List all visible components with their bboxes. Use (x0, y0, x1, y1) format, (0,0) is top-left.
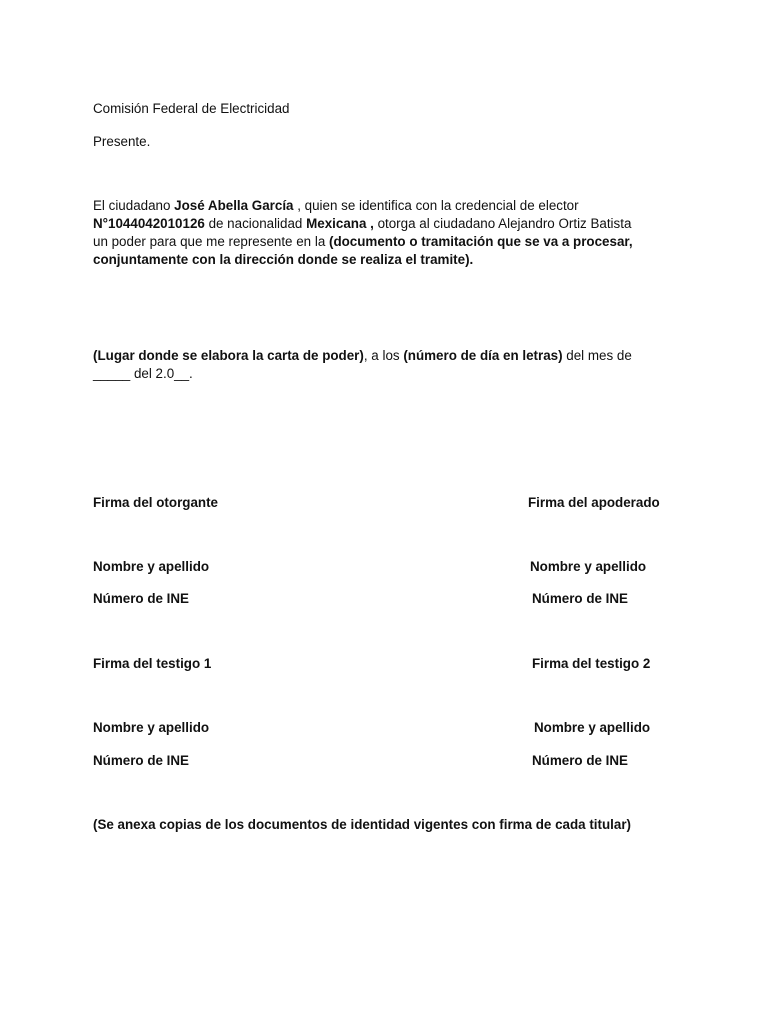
place-date-paragraph (93, 347, 673, 383)
witness1-signature-label: Firma del testigo 1 (93, 656, 212, 671)
credential-number: N°1044042010126 (93, 216, 205, 231)
day-placeholder: (número de día en letras) (403, 348, 563, 363)
greeting: Presente. (93, 134, 151, 149)
paragraph-line-1: El ciudadano José Abella García , quien se identifica con la credencial de elector (93, 198, 579, 213)
nationality: Mexicana , (306, 216, 374, 231)
grantor-signature-label: Firma del otorgante (93, 495, 218, 510)
place-placeholder: (Lugar donde se elabora la carta de poder) (93, 348, 364, 363)
paragraph-line-3: un poder para que me represente en la (documento o tramitación que se va a procesar, (93, 234, 633, 249)
recipient: Comisión Federal de Electricidad (93, 101, 290, 116)
grantor-name-label: Nombre y apellido (93, 559, 210, 574)
witness2-signature-label: Firma del testigo 2 (532, 656, 651, 671)
attorney-signature-label: Firma del apoderado (528, 495, 660, 510)
place-date-line-2: _____ del 2.0__. (93, 366, 193, 381)
annex-note: (Se anexa copias de los documentos de identidad vigentes con firma de cada titular) (93, 817, 631, 832)
paragraph-line-4 (93, 251, 673, 269)
paragraph-line-2: N°1044042010126 de nacionalidad Mexicana , otorga al ciudadano Alejandro Ortiz Batista (93, 216, 632, 231)
witness2-name-label: Nombre y apellido (534, 720, 651, 735)
place-date-line-1: (Lugar donde se elabora la carta de poder), a los (número de día en letras) del mes de (93, 348, 632, 363)
witness1-ine-label: Número de INE (93, 753, 189, 768)
grantor-ine-label: Número de INE (93, 591, 189, 606)
attorney-name-label: Nombre y apellido (530, 559, 647, 574)
attorney-ine-label: Número de INE (532, 591, 628, 606)
grantor-name: José Abella García (174, 198, 294, 213)
power-paragraph (93, 197, 673, 269)
witness2-ine-label: Número de INE (532, 753, 628, 768)
witness1-name-label: Nombre y apellido (93, 720, 210, 735)
procedure-placeholder-cont: conjuntamente con la dirección donde se realiza el tramite). (93, 252, 474, 267)
procedure-placeholder: (documento o tramitación que se va a procesar, (328, 234, 633, 249)
